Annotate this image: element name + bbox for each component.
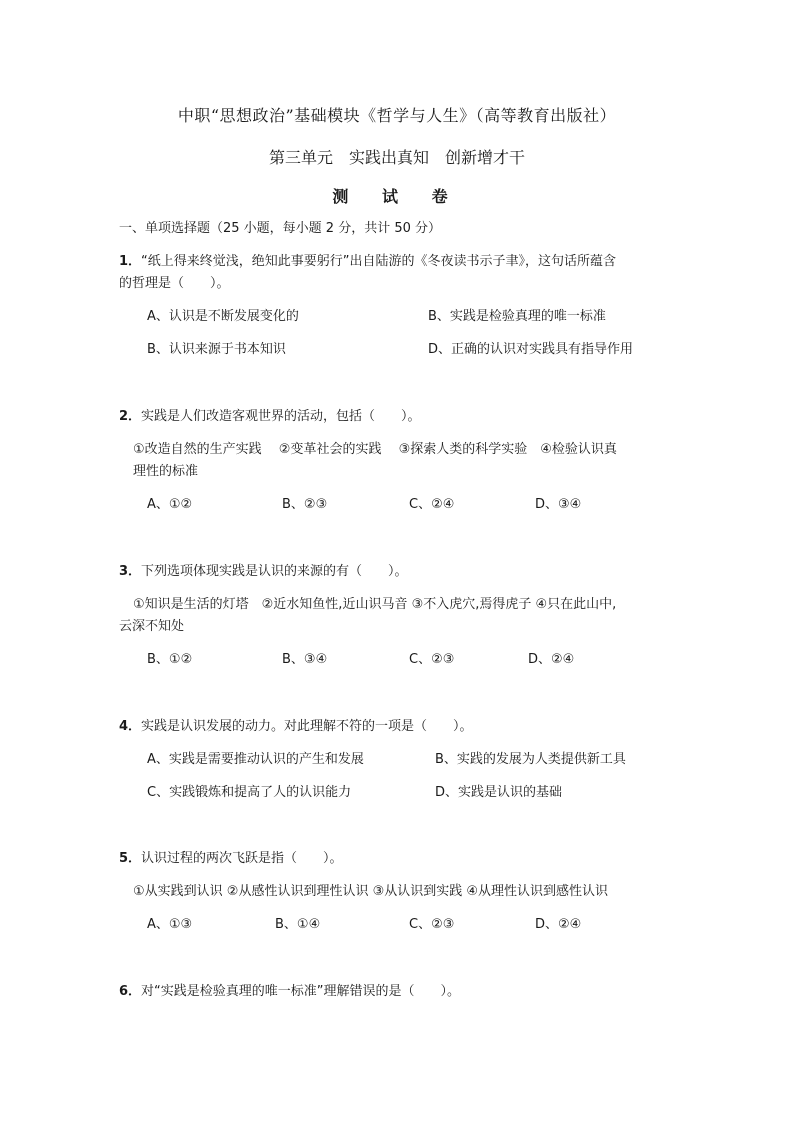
option-a: B、①② [147,652,193,667]
question-number: 5． [119,851,142,866]
option-c: C、②③ [409,917,455,932]
question-items: ①从实践到认识 ②从感性认识到理性认识 ③从认识到实践 ④从理性认识到感性认识 [133,884,609,899]
question-stem [119,409,421,425]
option-b: B、③④ [282,652,328,667]
question-text: 实践是人们改造客观世界的活动，包括（ ）。 [141,409,421,424]
option-c: B、认识来源于书本知识 [147,342,286,357]
option-c: C、②③ [409,652,455,667]
question-text: 对“实践是检验真理的唯一标准”理解错误的是（ ）。 [141,984,461,999]
option-a: A、①② [147,497,193,512]
option-d: D、正确的认识对实践具有指导作用 [428,342,634,357]
option-a: A、①③ [147,917,193,932]
question-items: ①知识是生活的灯塔 ②近水知鱼性,近山识马音 ③不入虎穴,焉得虎子 ④只在此山中, [133,597,617,612]
unit-title: 第三单元 实践出真知 创新增才干 [268,148,525,167]
question-stem [119,564,408,580]
option-c: C、②④ [409,497,455,512]
question-text: 下列选项体现实践是认识的来源的有（ ）。 [141,564,408,579]
option-d: D、③④ [535,497,582,512]
question-number: 3． [119,564,142,579]
question-text: 实践是认识发展的动力。对此理解不符的一项是（ ）。 [141,719,473,734]
question-number: 4． [119,719,142,734]
question-items-continued: 理性的标准 [133,464,199,479]
question-stem [119,984,460,1000]
option-b: B、实践是检验真理的唯一标准 [428,309,606,324]
option-a: A、实践是需要推动认识的产生和发展 [147,752,364,767]
option-a: A、认识是不断发展变化的 [147,309,299,324]
question-stem [119,851,343,867]
question-stem [119,254,616,270]
option-b: B、实践的发展为人类提供新工具 [435,752,626,767]
question-number: 2． [119,409,142,424]
option-d: D、②④ [535,917,582,932]
option-b: B、①④ [275,917,321,932]
option-b: B、②③ [282,497,328,512]
section-heading: 一、单项选择题（25 小题，每小题 2 分，共计 50 分） [119,221,442,236]
question-text-continued: 的哲理是（ ）。 [119,276,230,291]
question-number: 6． [119,984,142,999]
question-text: 认识过程的两次飞跃是指（ ）。 [141,851,343,866]
option-d: D、实践是认识的基础 [435,785,563,800]
question-items-continued: 云深不知处 [119,619,185,634]
question-text: “纸上得来终觉浅，绝知此事要躬行”出自陆游的《冬夜读书示子聿》，这句话所蕴含 [141,254,617,269]
paper-title: 测 试 卷 [332,187,462,206]
question-items: ①改造自然的生产实践 ②变革社会的实践 ③探索人类的科学实验 ④检验认识真 [133,442,617,457]
option-d: D、②④ [528,652,575,667]
question-number: 1． [119,254,142,269]
question-stem [119,719,473,735]
option-c: C、实践锻炼和提高了人的认识能力 [147,785,352,800]
document-title: 中职“思想政治”基础模块《哲学与人生》（高等教育出版社） [177,106,617,125]
